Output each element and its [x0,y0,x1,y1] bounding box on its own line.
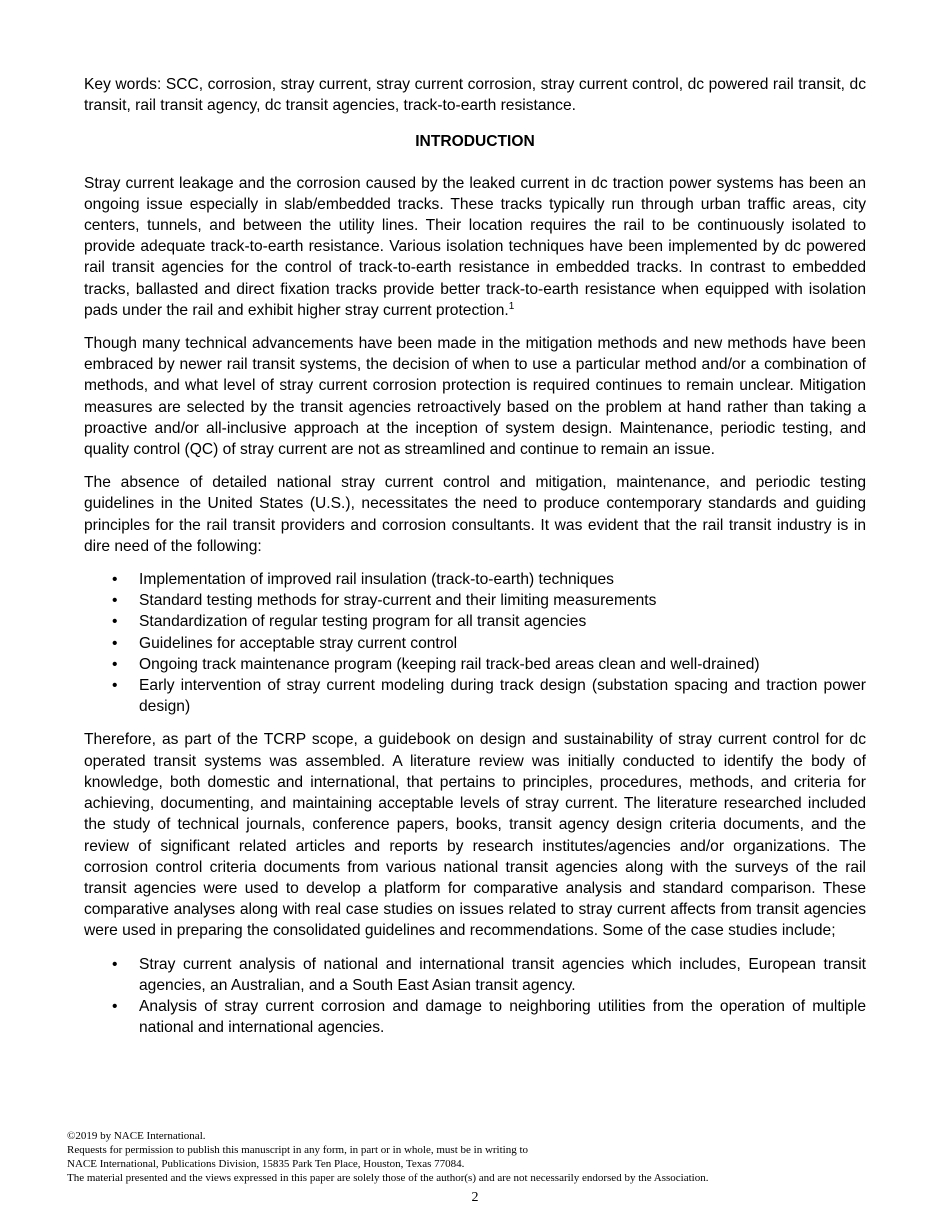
footnote-ref: 1 [508,300,515,312]
bullet-icon: • [112,955,118,973]
section-heading: INTRODUCTION [415,133,535,151]
bullet-icon: • [112,997,118,1015]
case-studies-list [84,954,866,1039]
bullet-icon: • [112,571,118,589]
keywords: Key words: SCC, corrosion, stray current, stray current corrosion, stray current control, dc powered rail transit, dc transit, rail transit agency, dc transit agencies, track-to-earth resistance. [84,76,866,115]
bullet-icon: • [112,677,118,695]
paragraph-3: The absence of detailed national stray current control and mitigation, maintenance, and periodic testing guidelines in the United States (U.S.), necessitates the need to produce contemporary standards and guiding principles for the rail transit providers and corrosion consultants. It was evident that the rail transit industry is in dire need of the following: [84,474,866,555]
list-item: • Ongoing track maintenance program (keeping rail track-bed areas clean and well-drained) [84,654,866,675]
list-item: • Analysis of stray current corrosion and damage to neighboring utilities from the operation of multiple national and international agencies. [112,997,866,1037]
bullet-icon: • [112,655,118,673]
list-item: • Standardization of regular testing program for all transit agencies [84,611,866,632]
paragraph-4: Therefore, as part of the TCRP scope, a guidebook on design and sustainability of stray current control for dc operated transit systems was assembled. A literature review was initially conducted to identify the body of knowledge, both domestic and international, that pertains to principles, procedures, methods, and criteria for achieving, documenting, and maintaining acceptable levels of stray current. The literature researched included the study of technical journals, conference papers, books, transit agency design criteria documents, and the review of significant related articles and reports by research institutes/agencies and/or organizations. The corrosion control criteria documents from various national transit agencies along with the surveys of the rail transit agencies were used to develop a platform for comparative analysis and standard comparison. These comparative analyses along with real case studies on issues related to stray current affects from transit agencies were used in preparing the consolidated guidelines and recommendations. Some of the case studies include; [84,731,866,940]
footer-line: NACE International, Publications Division, 15835 Park Ten Place, Houston, Texas 77084. [67,1158,465,1170]
footer-line: ©2019 by NACE International. [67,1130,206,1142]
bullet-icon: • [112,613,118,631]
list-item: • Implementation of improved rail insulation (track-to-earth) techniques [84,569,866,590]
page-number: 2 [471,1190,479,1205]
paragraph-1 [84,173,866,321]
bullet-icon: • [112,592,118,610]
list-item: • Standard testing methods for stray-current and their limiting measurements [84,590,866,611]
footer-line: Requests for permission to publish this manuscript in any form, in part or in whole, must be in writing to [67,1144,529,1156]
copyright-footer [67,1129,897,1185]
paragraph-1-text: Stray current leakage and the corrosion caused by the leaked current in dc traction power systems has been an ongoing issue especially in slab/embedded tracks. These tracks typically run through urban traffic areas, city centers, tunnels, and between the utility lines. Their location requires the rail to be continuously isolated to provide adequate track-to-earth resistance. Various isolation techniques have been implemented by dc powered rail transit agencies for the control of track-to-earth resistance in embedded tracks. In contrast to embedded tracks, ballasted and direct fixation tracks provide better track-to-earth resistance when equipped with isolation pads under the rail and exhibit higher stray current protection. [84,174,866,319]
paragraph-2: Though many technical advancements have been made in the mitigation methods and new methods have been embraced by newer rail transit systems, the decision of when to use a particular method and/or a combination of methods, and what level of stray current corrosion protection is required continues to remain unclear. Mitigation measures are selected by the transit agencies retroactively based on the problem at hand rather than taking a proactive and/or all-inclusive approach at the inception of system design. Maintenance, periodic testing, and quality control (QC) of stray current are not as streamlined and continue to remain an issue. [84,335,866,459]
list-item: • Guidelines for acceptable stray current control [84,633,866,654]
list-item: • Early intervention of stray current modeling during track design (substation spacing and traction power design) [112,677,866,716]
page-body [84,74,866,1050]
footer-line: The material presented and the views expressed in this paper are solely those of the author(s) and are not necessarily endorsed by the Association. [67,1172,709,1184]
needs-list [84,569,866,717]
list-item: • Stray current analysis of national and international transit agencies which includes, European transit agencies, an Australian, and a South East Asian transit agency. [112,955,866,994]
bullet-icon: • [112,634,118,652]
